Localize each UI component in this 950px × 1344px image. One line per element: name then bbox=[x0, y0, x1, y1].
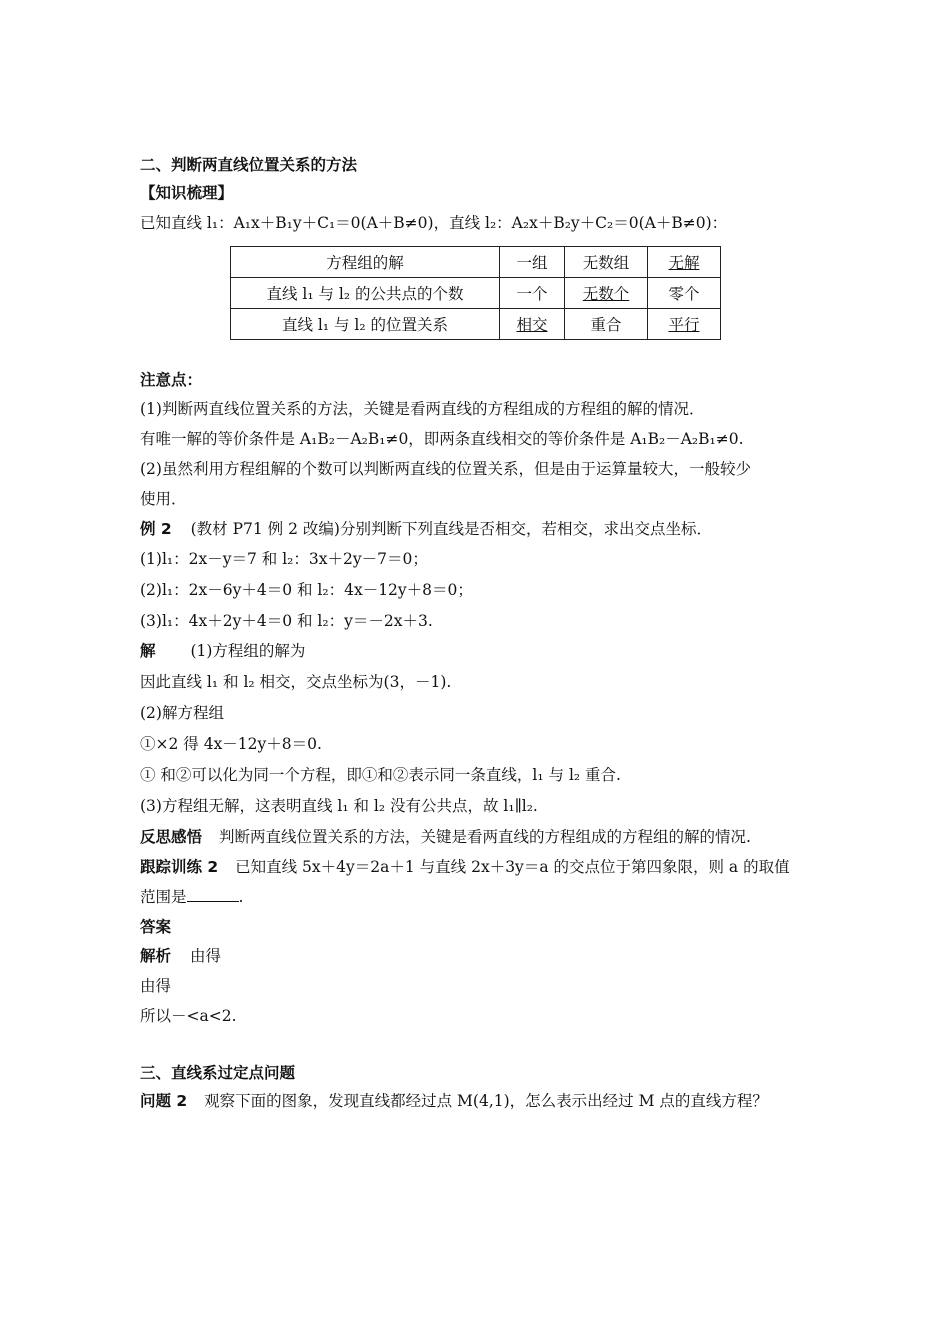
question2-line bbox=[140, 1091, 768, 1111]
solution-text: 因此直线 l₁ 和 l₂ 相交，交点坐标为(3，－1). bbox=[140, 673, 452, 691]
example2-line bbox=[140, 519, 712, 539]
section3-heading: 三、直线系过定点问题 bbox=[140, 1064, 296, 1082]
table-cell: 无数组 bbox=[565, 247, 648, 278]
reflection-text: 判断两直线位置关系的方法，关键是看两直线的方程组成的方程组的解的情况. bbox=[218, 828, 751, 846]
solution-text: ① 和②可以化为同一个方程，即①和②表示同一条直线，l₁ 与 l₂ 重合. bbox=[140, 766, 621, 784]
analysis-text: 由得 bbox=[189, 947, 221, 965]
reflection-line bbox=[140, 827, 751, 847]
notes-heading: 注意点： bbox=[140, 371, 203, 389]
table-cell: 直线 l₁ 与 l₂ 的公共点的个数 bbox=[231, 278, 500, 309]
table-cell: 一组 bbox=[500, 247, 565, 278]
training2-text: 范围是 bbox=[140, 888, 187, 906]
training2-text: . bbox=[238, 888, 244, 906]
table-cell: 重合 bbox=[565, 309, 648, 340]
table-row bbox=[231, 278, 721, 309]
solution-text: (3)方程组无解，这表明直线 l₁ 和 l₂ 没有公共点，故 l₁∥l₂. bbox=[140, 797, 538, 815]
example2-label: 例 2 bbox=[140, 520, 172, 538]
note-paragraph: (1)判断两直线位置关系的方法，关键是看两直线的方程组成的方程组的解的情况． bbox=[140, 400, 705, 418]
example2-q1: (1)l₁：2x－y＝7 和 l₂：3x＋2y－7＝0； bbox=[140, 550, 428, 568]
question2-text: 观察下面的图象，发现直线都经过点 M(4,1)，怎么表示出经过 M 点的直线方程？ bbox=[204, 1092, 768, 1110]
table-cell: 一个 bbox=[500, 278, 565, 309]
section2-heading: 二、判断两直线位置关系的方法 bbox=[140, 156, 358, 174]
solution-table bbox=[230, 246, 721, 340]
table-cell: 相交 bbox=[500, 309, 565, 340]
solution-text: ①×2 得 4x－12y＋8＝0. bbox=[140, 735, 322, 753]
note-paragraph: 有唯一解的等价条件是 A₁B₂－A₂B₁≠0，即两条直线相交的等价条件是 A₁B₂－A₂B₁≠0. bbox=[140, 430, 744, 448]
knowledge-tag: 【知识梳理】 bbox=[140, 184, 234, 202]
known-lines: 已知直线 l₁：A₁x＋B₁y＋C₁＝0(A＋B≠0)，直线 l₂：A₂x＋B₂y＋C₂＝0(A＋B≠0)： bbox=[140, 214, 728, 232]
table-cell: 方程组的解 bbox=[231, 247, 500, 278]
table-cell: 无解 bbox=[648, 247, 721, 278]
analysis-text: 所以－<a<2. bbox=[140, 1007, 237, 1025]
reflection-label: 反思感悟 bbox=[140, 828, 203, 846]
solution-line bbox=[140, 641, 305, 661]
analysis-text: 由得 bbox=[140, 977, 172, 995]
table-row bbox=[231, 247, 721, 278]
table-cell: 直线 l₁ 与 l₂ 的位置关系 bbox=[231, 309, 500, 340]
table-cell: 平行 bbox=[648, 309, 721, 340]
question2-label: 问题 2 bbox=[140, 1092, 188, 1110]
table-row bbox=[231, 309, 721, 340]
training2-label: 跟踪训练 2 bbox=[140, 858, 219, 876]
solution-text: (2)解方程组 bbox=[140, 704, 224, 722]
solution-text: (1)方程组的解为 bbox=[190, 642, 306, 660]
note-paragraph: (2)虽然利用方程组解的个数可以判断两直线的位置关系，但是由于运算量较大，一般较少 bbox=[140, 460, 751, 478]
example2-text: (教材 P71 例 2 改编)分别判断下列直线是否相交，若相交，求出交点坐标． bbox=[190, 520, 712, 538]
training2-line2 bbox=[140, 887, 243, 907]
answer-blank bbox=[187, 887, 239, 902]
solution-label: 解 bbox=[140, 642, 156, 660]
analysis-line bbox=[140, 946, 221, 966]
example2-q2: (2)l₁：2x－6y＋4＝0 和 l₂：4x－12y＋8＝0； bbox=[140, 581, 473, 599]
training2-line bbox=[140, 857, 790, 877]
training2-text: 已知直线 5x＋4y＝2a＋1 与直线 2x＋3y＝a 的交点位于第四象限，则 a 的取值 bbox=[235, 858, 790, 876]
table-cell: 无数个 bbox=[565, 278, 648, 309]
example2-q3: (3)l₁：4x＋2y＋4＝0 和 l₂：y＝－2x＋3. bbox=[140, 612, 433, 630]
answer-label: 答案 bbox=[140, 918, 172, 936]
note-paragraph: 使用． bbox=[140, 490, 187, 508]
table-cell: 零个 bbox=[648, 278, 721, 309]
analysis-label: 解析 bbox=[140, 947, 172, 965]
